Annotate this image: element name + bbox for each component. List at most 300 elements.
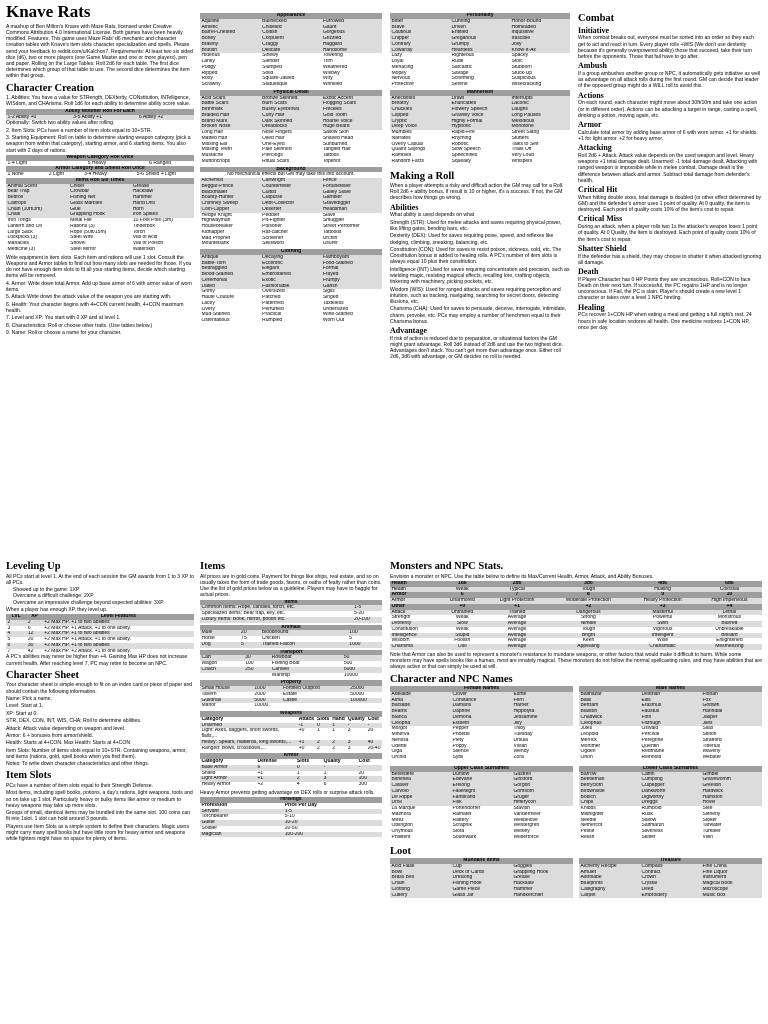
table-cell: 10 Foot Pole (3m) bbox=[132, 218, 173, 224]
table-cell: Orchid bbox=[391, 755, 407, 761]
table-cell: 3d6 bbox=[548, 581, 628, 587]
table-cell: +2 Max HP. +1 Attack. +1 to one ability. bbox=[44, 625, 131, 631]
paragraph: Name: Pick a name. bbox=[6, 695, 52, 702]
table-cell: Deck of Cards bbox=[451, 870, 512, 876]
table-cell: 9 bbox=[628, 592, 696, 598]
table-cell: Fishing Hook bbox=[451, 881, 512, 887]
table-cell: Heavy Protection bbox=[628, 598, 696, 604]
armor-category-table: Armor Category and Shield Roll Once 1 None 2 Light 3-4 Heavy 5-6 Shield + Light bbox=[6, 166, 194, 178]
table-cell: Reinhold bbox=[641, 755, 662, 761]
table-cell: Guide bbox=[200, 820, 283, 826]
table-cell: Tumbler bbox=[702, 829, 721, 835]
table-cell: Enunciates bbox=[450, 101, 510, 107]
table-title: Personality bbox=[390, 13, 570, 19]
table-cell: Manor bbox=[201, 703, 216, 709]
table-cell: Specialized Items: Bear trap, key, etc. bbox=[201, 611, 286, 617]
table-cell: 1 bbox=[332, 728, 336, 734]
table-cell: Chimney Sweep bbox=[200, 201, 261, 207]
table-cell: Skitter bbox=[641, 834, 656, 840]
table-cell: Narrates bbox=[391, 135, 411, 141]
table-cell: 20 bbox=[358, 770, 365, 776]
table-title: Appearance bbox=[200, 13, 382, 19]
male-names-table bbox=[579, 686, 762, 761]
table-cell: Magical Book bbox=[701, 881, 762, 887]
table-cell: Decaying bbox=[261, 255, 322, 261]
table-cell: Lockpicks (3) bbox=[7, 235, 37, 241]
table-cell: Battle Scars bbox=[200, 101, 261, 107]
table-cell: 12 bbox=[26, 631, 42, 637]
table-cell: Contrary bbox=[390, 42, 450, 48]
table-cell: 2000 bbox=[254, 691, 266, 697]
table-cell: Small House bbox=[200, 686, 253, 692]
table-cell: Trained Falcon bbox=[260, 642, 348, 648]
table-cell: Castle bbox=[281, 698, 348, 704]
paragraph: PCs have a number of item slots equal to their Strength Defense. bbox=[6, 783, 153, 790]
text: 2. Item Slots: PCs have a number of item slots equal to 10+STR. bbox=[6, 127, 152, 134]
table-cell: Cunning bbox=[450, 19, 510, 25]
table-cell: Carvolo bbox=[390, 789, 451, 795]
table-cell: Weathered bbox=[322, 64, 348, 70]
table-cell: Slumped bbox=[262, 64, 282, 70]
table-cell: Servant bbox=[200, 809, 283, 815]
table-cell: Undersized bbox=[322, 306, 349, 312]
table-cell: Caltrops bbox=[6, 201, 69, 207]
abilities-text: 1. Abilities: You have a value for STRength, DEXterity, CONstitution, INTelligence, WISdom, and CHArisma. Roll 1d6 for each ability to determine ability score value. bbox=[6, 95, 191, 108]
table-cell: Bear Trap bbox=[6, 189, 69, 195]
table-cell: Grimsorn bbox=[512, 789, 573, 795]
table-cell: Bounty-Hunter bbox=[200, 195, 261, 201]
table-cell: Nerissa bbox=[391, 737, 409, 743]
combat-sections bbox=[578, 27, 762, 331]
table-cell: Nose Fingers bbox=[262, 130, 292, 135]
table-cell: Grappling Hook bbox=[69, 212, 132, 218]
table-cell: Waterskin bbox=[132, 246, 155, 252]
table-cell: Rumpled bbox=[262, 318, 283, 323]
table-cell: Hamston bbox=[701, 795, 762, 801]
table-cell: Glass Jar bbox=[451, 893, 512, 899]
advantage-heading: Advantage bbox=[390, 326, 427, 336]
table-title: Female Names bbox=[390, 686, 573, 692]
table-cell: Hoarse Voice bbox=[321, 119, 382, 125]
table-cell: Game Piece bbox=[451, 887, 512, 893]
table-cell: Bright bbox=[548, 633, 628, 639]
table-cell: Nethercot bbox=[580, 823, 603, 829]
table-cell: Webster bbox=[702, 755, 722, 761]
table-cell: Vivian bbox=[513, 743, 528, 749]
table-cell: Wellbelove bbox=[513, 817, 538, 823]
paragraph: Attack: Attack value depending on weapon and level. bbox=[6, 725, 126, 732]
table-cell: Health bbox=[390, 587, 439, 593]
table-cell: Shovel bbox=[70, 241, 86, 247]
table-cell: Nimble bbox=[548, 621, 628, 627]
table-cell: Slow bbox=[439, 621, 486, 627]
table-cell: 2 bbox=[331, 740, 347, 746]
hirelings-table bbox=[200, 797, 382, 837]
table-cell: 50000 bbox=[350, 691, 365, 697]
table-cell: Rhyming bbox=[451, 135, 472, 141]
table-cell: 75 bbox=[241, 636, 247, 642]
table-title: Physical Detail bbox=[200, 90, 382, 96]
table-cell: Stoker bbox=[702, 817, 717, 823]
table-cell: 1d6 bbox=[439, 581, 486, 587]
table-cell: 6 bbox=[256, 765, 295, 771]
table-cell: Wise bbox=[657, 638, 669, 644]
table-cell: Armor bbox=[390, 592, 439, 598]
combat-subheading: Armor bbox=[578, 119, 602, 129]
table-cell: Large Sack bbox=[7, 229, 33, 235]
table-cell: Fortified Outpost bbox=[281, 686, 348, 692]
table-cell: Warship bbox=[271, 672, 290, 678]
paragraph: Calculate total armor by adding base armor of 6 with worn armor. +1 for shields. +1 for light armor. +2 for heavy armor. bbox=[578, 129, 758, 142]
table-cell: Missing Teeth bbox=[201, 147, 232, 153]
table-cell: Adelaide bbox=[390, 692, 451, 698]
table-cell: Charisma bbox=[390, 644, 439, 650]
table-cell: 2 bbox=[316, 740, 331, 746]
table-cell: 100 bbox=[245, 661, 254, 667]
table-cell: Kidnapper bbox=[201, 229, 225, 235]
combat-subheading: Ambush bbox=[578, 61, 607, 71]
table-cell: Average bbox=[507, 615, 527, 621]
table-cell: Hifferycon bbox=[512, 800, 573, 806]
paragraph: 6. Health: Your character begins with 4+CON current health, 4+CON maximum health. bbox=[6, 301, 184, 314]
table-cell: Amulet bbox=[579, 870, 640, 876]
table-cell: +0 bbox=[439, 604, 486, 610]
table-cell: Laconic bbox=[510, 101, 570, 107]
table-cell: Gambler bbox=[321, 195, 382, 201]
table-cell: Righteous bbox=[451, 53, 475, 59]
table-cell: Jules bbox=[580, 726, 593, 732]
table-cell: Dangerous bbox=[548, 610, 628, 616]
table-cell: Mule bbox=[200, 630, 240, 636]
table-cell: Edevane bbox=[451, 777, 512, 783]
table-cell: Bithesea bbox=[390, 777, 451, 783]
table-cell: Clipped bbox=[390, 113, 450, 119]
column-mid-right bbox=[390, 13, 570, 553]
table-cell: Mortimer bbox=[580, 743, 601, 749]
table-cell: Crown bbox=[640, 875, 701, 881]
table-cell: Bloodhound bbox=[260, 630, 348, 636]
table-cell: Piercings bbox=[262, 153, 283, 158]
table-cell: Smuggler bbox=[322, 218, 345, 224]
table-cell: Hulking bbox=[628, 587, 696, 593]
table-cell: Lazy bbox=[391, 53, 403, 59]
table-cell: One-Eyed bbox=[262, 141, 285, 147]
table-cell: Chicken bbox=[261, 636, 280, 642]
table-cell: 4d6 bbox=[628, 581, 696, 587]
table-cell: Stratford bbox=[702, 737, 722, 743]
table-note-text: No mechanical effects but GM may take this into account. bbox=[227, 172, 355, 178]
table-cell: Poppy bbox=[452, 743, 467, 749]
table-cell: Formal bbox=[321, 266, 382, 272]
table-cell: Stutters bbox=[511, 135, 529, 141]
char-creation-steps bbox=[6, 255, 194, 337]
table-cell: Slave bbox=[322, 212, 336, 218]
table-cell: Masterful bbox=[628, 610, 696, 616]
table-cell: Grease bbox=[131, 184, 194, 190]
items-heading: Items bbox=[200, 561, 226, 572]
table-cell: Silas bbox=[702, 726, 714, 732]
table-cell: Gravedigger bbox=[321, 201, 382, 207]
table-cell: Dreadlocks bbox=[261, 124, 322, 130]
text: Optionally: Switch two ability values after rolling. bbox=[6, 120, 115, 127]
table-title: Male Names bbox=[579, 686, 762, 692]
table-cell: Jolly bbox=[510, 42, 570, 48]
table-cell: Trilby bbox=[513, 726, 526, 732]
table-row bbox=[390, 644, 762, 650]
table-row bbox=[200, 82, 382, 88]
table-cell: Attack bbox=[390, 610, 439, 616]
table-cell: Singed bbox=[322, 295, 339, 300]
table-cell: Westergren bbox=[513, 823, 540, 829]
table-cell: Tattoos bbox=[322, 153, 339, 158]
table-cell: Heavy Armor bbox=[201, 782, 231, 788]
table-cell: Bobich bbox=[579, 795, 640, 801]
table-cell: Long Hair bbox=[201, 130, 224, 135]
table-title: Mannerism bbox=[390, 90, 570, 96]
table-cell: Destrian bbox=[640, 692, 701, 698]
table-cell: Bitter bbox=[390, 19, 450, 25]
table-cell: Slender bbox=[262, 59, 280, 64]
table-cell: Gorgeous bbox=[321, 30, 382, 36]
table-cell: Slora bbox=[452, 829, 465, 835]
paragraph: Constitution (CON): Used for saves to resist poison, sickness, cold, etc. The Constitution bonus is added to healing rolls. A PC's number of item slots is always equal 10 plus their constitution. bbox=[390, 247, 562, 266]
table-cell: Phoebe bbox=[452, 732, 470, 738]
table-cell: Hypnotic bbox=[450, 124, 510, 130]
slots-text bbox=[6, 783, 194, 842]
table-cell: Ostentatious bbox=[201, 318, 230, 323]
table-cell: Constitution bbox=[391, 626, 418, 632]
table-cell: Redmaine bbox=[641, 749, 665, 755]
table-cell: 40 bbox=[366, 740, 382, 746]
table-cell: Lanky bbox=[201, 59, 215, 64]
ability-modifier-table: Ability Modifier Roll For Each 1-2 Ability +0 3-5 Ability +1 6 Ability +2 bbox=[6, 109, 194, 121]
table-cell: Mirez bbox=[391, 817, 404, 823]
table-cell: Frayed bbox=[321, 272, 382, 278]
table-cell: 3 bbox=[7, 625, 11, 631]
table-cell: 1-5 bbox=[283, 809, 382, 815]
table-cell: Quentin bbox=[641, 743, 660, 749]
sheet-heading: Character Sheet bbox=[6, 669, 79, 681]
table-cell: Godwin bbox=[701, 703, 762, 709]
table-cell: Dexterity bbox=[390, 621, 439, 627]
table-cell: 6 bbox=[6, 643, 26, 649]
table-cell: Cup bbox=[451, 864, 512, 870]
table-cell: Overly Casual bbox=[391, 141, 423, 147]
table-cell: Cart bbox=[200, 655, 244, 661]
paragraph: When combat breaks out, everyone must be sorted into an order so they each get to act and react in turn. Every player rolls +WIS (We don't use dexterity because it's generally overpowered ability) those that succeed, take their turn before the opponents. Those that fail have to go after. bbox=[578, 35, 754, 60]
table-cell: Esme bbox=[512, 692, 573, 698]
table-cell: Worn Out bbox=[322, 318, 345, 323]
personality-table bbox=[390, 13, 570, 88]
table-cell: Midnighter bbox=[580, 811, 604, 817]
table-cell: Piety bbox=[452, 737, 464, 743]
table-cell: Entitled bbox=[450, 30, 510, 36]
table-cell: Patched bbox=[262, 295, 281, 300]
paragraph: Level: Start at 1. bbox=[6, 703, 44, 710]
names-row-2 bbox=[390, 766, 762, 843]
table-cell: Lacey bbox=[201, 300, 215, 306]
table-cell: Brand Mark bbox=[200, 119, 261, 125]
table-cell: Jessamine bbox=[512, 715, 573, 721]
table-cell: Matted Hair bbox=[201, 135, 228, 141]
table-cell: Drawl bbox=[450, 96, 510, 102]
clothing-table bbox=[200, 249, 382, 324]
table-cell: 20 bbox=[27, 637, 34, 643]
table-cell: Pestle bbox=[580, 829, 595, 835]
table-cell: Astrolabe bbox=[579, 875, 640, 881]
table-cell: Protective bbox=[391, 82, 414, 87]
table-cell: Fishing Net bbox=[69, 195, 132, 201]
property-table bbox=[200, 680, 382, 709]
table-cell: Chuckles bbox=[390, 107, 450, 113]
combat-subheading: Initiative bbox=[578, 25, 610, 35]
table-col-header: Slots bbox=[296, 759, 310, 765]
table-cell: Dreggs bbox=[640, 800, 701, 806]
table-cell: Silverless bbox=[641, 829, 663, 835]
table-cell: 2d6 bbox=[486, 581, 549, 587]
table-cell: +2 Max HP. +1 to two abilities bbox=[43, 620, 194, 626]
table-cell: Berrycloth bbox=[579, 783, 640, 789]
mundane-items-table bbox=[390, 858, 573, 898]
table-cell: Estate bbox=[282, 691, 298, 697]
table-cell: Rusk bbox=[641, 811, 653, 817]
table-col-header: LVL bbox=[6, 614, 26, 620]
appearance-table bbox=[200, 13, 382, 88]
table-cell: Handsome bbox=[321, 48, 382, 54]
paragraph: 5. Attack Write down the attack value of the weapon you are starting with. bbox=[6, 294, 172, 301]
table-title: Items bbox=[200, 600, 382, 606]
table-cell: +1 bbox=[257, 770, 264, 776]
table-cell: Chiseled bbox=[261, 25, 322, 31]
table-cell: Trained bbox=[486, 610, 549, 616]
table-cell: Willowy bbox=[322, 70, 340, 76]
table-cell: Missing Ear bbox=[201, 141, 228, 147]
table-cell: Light Armor bbox=[200, 776, 256, 782]
table-cell: Shaved Head bbox=[322, 135, 354, 141]
table-cell: Pepper bbox=[452, 726, 469, 732]
treasure-table bbox=[579, 858, 762, 898]
table-cell: 42 bbox=[27, 648, 34, 654]
table-cell: Lethal bbox=[697, 610, 762, 616]
table-cell: Armor bbox=[390, 598, 439, 604]
table-row bbox=[579, 835, 762, 841]
table-col-header: Quality bbox=[347, 716, 365, 722]
paragraph: Charisma (CHA): Used for saves to persuade, deceive, interrogate, intimidate, charm, provoke, etc. PCs may employ a number of henchmen equal to their Charisma bonus. bbox=[390, 306, 567, 325]
table-cell: Flowery Speech bbox=[450, 107, 510, 113]
table-cell: Tinderbox bbox=[132, 223, 155, 229]
table-cell: Charismatic bbox=[628, 644, 696, 650]
table-cell: Lantern and Oil bbox=[7, 223, 42, 229]
table-cell: Urchin bbox=[322, 235, 338, 241]
table-cell: Daphne bbox=[451, 709, 512, 715]
table-cell: Coltish bbox=[261, 30, 322, 36]
table-cell: Calaver bbox=[390, 783, 451, 789]
table-cell: Barrow bbox=[579, 772, 640, 778]
column-bottom-right bbox=[390, 558, 762, 1024]
table-cell: Street Slang bbox=[511, 130, 540, 135]
table-cell: 3 bbox=[322, 776, 357, 782]
armor-table bbox=[200, 753, 382, 788]
text: Note that Armor can also be used to represent a monster's resistance to mundane weapons, or other factors that would make it difficult to harm. While some monsters may have spells books like a human, most are innately magical. These monsters do not follow the normal spellcasting rules, and may have abilities that are always active or that can simply be used at will. bbox=[390, 651, 762, 671]
table-cell: Zora bbox=[513, 755, 524, 761]
table-cell: Stubborn bbox=[511, 64, 532, 70]
table-cell: Fambrand bbox=[451, 795, 512, 801]
table-cell: Wilberforce bbox=[513, 834, 539, 840]
table-col-header: XP bbox=[26, 614, 42, 620]
table-cell: Chipper bbox=[390, 36, 450, 42]
table-cell: 4 bbox=[6, 631, 26, 637]
table-cell: Cryptic bbox=[390, 119, 450, 125]
table-cell: Hideous bbox=[201, 53, 220, 59]
table-cell: Relish bbox=[580, 834, 595, 840]
table-row bbox=[200, 746, 382, 752]
table-cell: Anecdotes bbox=[390, 96, 450, 102]
table-cell: Breathy bbox=[390, 101, 450, 107]
table-row bbox=[390, 835, 573, 841]
table-cell: Stuck-Up bbox=[511, 70, 533, 76]
table-cell: Damaris bbox=[451, 703, 512, 709]
table-cell: Gastrell bbox=[512, 772, 573, 778]
table-cell: Mesmerizing bbox=[697, 644, 762, 650]
table-cell: Slitherly bbox=[702, 811, 721, 817]
table-cell: 1-5 bbox=[353, 605, 382, 611]
table-title: Clothing bbox=[200, 249, 382, 255]
sheet-text bbox=[6, 682, 194, 767]
table-cell: Pudgy bbox=[201, 64, 216, 70]
table-cell: Topknot bbox=[322, 158, 341, 164]
table-cell: Headsman bbox=[321, 207, 382, 213]
table-cell: 10000 bbox=[254, 703, 269, 709]
table-cell: Nervous bbox=[391, 76, 411, 82]
paragraph: Health: Starts at 4+CON. Max Health: Starts at 4+CON bbox=[6, 740, 130, 747]
table-row bbox=[200, 241, 382, 247]
table-cell: 2 bbox=[6, 620, 26, 626]
monster-stats-table bbox=[390, 581, 762, 650]
table-cell: Cleopha bbox=[390, 721, 451, 727]
table-cell: Battle-Torn bbox=[200, 261, 261, 267]
table-cell: Alma bbox=[390, 698, 451, 704]
table-cell: Beatrix bbox=[390, 709, 451, 715]
table-col-header: Quality bbox=[323, 759, 341, 765]
table-cell: Perfumed bbox=[262, 306, 284, 312]
table-cell: Music Box bbox=[701, 893, 762, 899]
char-creation-heading: Character Creation bbox=[6, 82, 94, 94]
table-cell: Belvedere bbox=[390, 772, 451, 778]
paragraph: Most items, including spell books, potions, a day's rations, light weapons, tools and so on take up 1 slot. Particularly heavy or bulky items like armor or medium to heavy weapons may take up more slots. bbox=[6, 790, 193, 809]
table-cell: +0 bbox=[298, 728, 305, 734]
loot-heading: Loot bbox=[390, 845, 411, 857]
table-cell: 1000 bbox=[348, 642, 382, 648]
table-cell: Minerva bbox=[391, 732, 410, 738]
table-cell: Corpulent bbox=[261, 36, 322, 42]
names-row-1 bbox=[390, 686, 762, 763]
table-col-header: Category bbox=[201, 716, 224, 722]
table-cell: Ursula bbox=[513, 737, 528, 743]
table-cell: Boney bbox=[200, 36, 261, 42]
table-cell: Serene bbox=[451, 82, 468, 87]
table-cell: Knibbs bbox=[580, 806, 596, 812]
table-cell: - bbox=[366, 723, 382, 729]
paragraph: 7. Level and XP: You start with 0 XP and at level 1. bbox=[6, 315, 121, 322]
table-cell: 10000 bbox=[343, 672, 358, 678]
paragraph: Roll 2d6 + Attack. Attack value depends on the used weapon and level. Heavy weapons +1 total damage dealt. Unarmed: -1 total damage dealt. Attacking with ranged weapon is impossible while in melee combat. Damage dealt is the difference between attack and armor. Subtract total damage from defender's health. bbox=[578, 152, 758, 184]
table-cell: Crystal bbox=[640, 881, 701, 887]
table-cell: Statuesque bbox=[262, 82, 288, 87]
table-cell: Fence bbox=[321, 178, 382, 184]
table-cell bbox=[200, 673, 244, 679]
upper-surnames-table bbox=[390, 766, 573, 841]
table-cell: Keen bbox=[582, 638, 595, 644]
